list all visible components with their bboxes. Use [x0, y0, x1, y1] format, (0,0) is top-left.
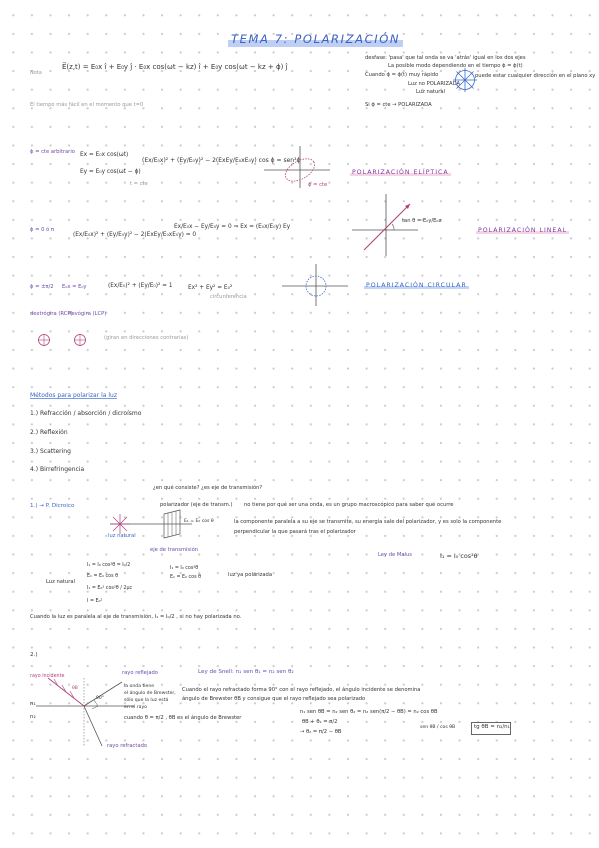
case-linear-condition: ϕ = 0 ó π — [30, 227, 54, 233]
section-1-text-3: perpendicular la que pasará tras el polarizador — [234, 529, 356, 535]
methods-item-2: 2.) Reflexión — [30, 429, 68, 436]
side-note-2: el ángulo de Brewster, — [124, 691, 176, 696]
result-circular: POLARIZACIÓN CIRCULAR — [366, 282, 467, 289]
label-transmission-axis: eje de transmisión — [150, 547, 199, 553]
intro-equation: E⃗(z,t) = E₀x î + E₀y ĵ · E₀x cos(ωt − kz) î + E₀y cos(ωt − kz + ϕ) ĵ — [62, 63, 288, 71]
result-elliptic: POLARIZACIÓN ELÍPTICA — [352, 169, 449, 176]
angle-90: 90° — [96, 696, 104, 701]
intro-note-8: El tiempo más fácil en el momento que t=0 — [30, 102, 144, 108]
case-linear-eq-2: Ex/E₀x − Ey/E₀y = 0 ⇒ Ex = (E₀x/E₀y) Ey — [174, 224, 291, 230]
case-circular-eq-1: (Ex/E₀)² + (Ey/E₀)² = 1 — [108, 283, 173, 289]
side-note-4: en el rayo — [124, 705, 147, 710]
snell-law: Ley de Snell: n₁ sen θ₁ = n₂ sen θ₂ — [198, 669, 294, 675]
rotation-icons — [36, 332, 92, 348]
section-1-bottom: Cuando la luz es paralela al eje de transmisión, I₁ = I₀/2 , si no hay polarizada no. — [30, 614, 242, 620]
section-2-deriv-3: → θ₂ = π/2 − θB — [300, 729, 342, 735]
ray-reflected-label: rayo reflejado — [122, 670, 158, 676]
case-circular-note-2: (giran en direcciones contrarias) — [104, 335, 189, 341]
malus-law-title: Ley de Malus — [378, 552, 412, 558]
case-circular-note-1: circunferencia — [210, 294, 247, 300]
label-natural-light: luz natural — [108, 533, 136, 539]
section-2-deriv-2: θB + θ₂ = π/2 — [302, 719, 338, 725]
section-2-label: 2.) — [30, 652, 38, 658]
methods-item-3: 3.) Scattering — [30, 448, 71, 455]
case-linear-annotation: tan θ = E₀y/E₀x — [402, 218, 442, 224]
section-2-frac: sen θB / cos θB — [420, 725, 456, 730]
section-1-question: ¿en qué consiste? ¿es eje de transmisión? — [153, 485, 263, 491]
case-linear-eq-1: (Ex/E₀x)² + (Ey/E₀y)² − 2(ExEy/E₀xE₀y) = 0 — [73, 232, 197, 238]
case-circular-eq-2: Ex² + Ey² = E₀² — [188, 285, 233, 291]
section-1-sys-side-label: luz ya polarizada — [228, 572, 273, 578]
case-circular-condition: ϕ = ±π/2 — [30, 284, 54, 290]
section-2-text-1: Cuando el rayo refractado forma 90° con el rayo reflejado, el ángulo incidente se denomina — [182, 687, 421, 693]
medium-n2: n₂ — [30, 714, 36, 720]
methods-heading: Métodos para polarizar la luz — [30, 392, 117, 399]
medium-n1: n₁ — [30, 701, 36, 707]
case-elliptic-eq-2: Ey = E₀y cos(ωt − ϕ) — [80, 169, 141, 175]
ray-incident-label: rayo incidente — [30, 674, 65, 679]
case-elliptic-eq-1: Ex = E₀x cos(ωt) — [80, 152, 129, 158]
methods-item-1: 1.) Refracción / absorción / dicroísmo — [30, 410, 142, 417]
section-1-sys-side-2: E₁ = E₀ cos θ — [170, 575, 202, 580]
section-1-sys-1: I₁ = I₀ cos²θ = I₀/2 — [87, 563, 131, 568]
section-1-polarizer: polarizador (eje de transm.) — [160, 502, 233, 508]
page-title: TEMA 7: POLARIZACIÓN — [228, 32, 403, 47]
intro-note-6: puede estar cualquier dirección en el plano xy — [475, 73, 596, 79]
side-note-3: sólo que la luz está — [124, 698, 169, 703]
section-1-text-1: no tiene por qué ser una onda, es un grupo macroscópico para saber qué ocurre — [244, 502, 454, 508]
intro-note-2: La posible modo dependiendo en el tiempo ϕ = ϕ(t) — [388, 63, 523, 69]
brewster-diagram — [36, 676, 134, 748]
intro-label: Nota — [30, 70, 42, 76]
intro-note-4: Luz no POLARIZADA — [408, 81, 461, 87]
intro-note-1: desfase: 'pasa' que tal onda se va 'atrás' igual en los dos ejes — [365, 55, 526, 61]
label-right-circular: dextrógira (RCP) — [30, 311, 73, 317]
result-linear: POLARIZACIÓN LINEAL — [478, 227, 568, 234]
case-elliptic-condition: ϕ = cte arbitrario — [30, 149, 75, 155]
section-1-left-note: Luz natural — [46, 579, 75, 585]
label-transmitted: E₁ = E₀ cos θ — [184, 519, 214, 524]
case-elliptic-eq-3: (Ex/E₀x)² + (Ey/E₀y)² − 2(ExEy/E₀xE₀y) cos ϕ = sen²ϕ — [142, 157, 301, 164]
section-1-label: 1.) → P. Dicroico — [30, 503, 75, 509]
ray-refracted-label: rayo refractado — [107, 743, 148, 749]
intro-note-5: Luz natural — [416, 89, 445, 95]
section-1-text-2: la componente paralela a su eje se transmite, su energía sale del polarizador, y es solo la componente — [234, 519, 502, 525]
intro-note-7: Si ϕ = cte → POLARIZADA — [365, 102, 432, 108]
linear-diagram — [350, 192, 420, 258]
ellipse-axis-label: ϕ = cte — [308, 182, 328, 188]
angle-theta-b: θB — [72, 686, 78, 691]
malus-law: I₁ = I₀ cos²θ — [440, 552, 478, 560]
section-2-bottom-1: cuando θ = π/2 , θB es el ángulo de Brewster — [124, 715, 242, 721]
section-2-result: tg θB = n₂/n₁ — [474, 724, 510, 730]
case-circular-condition-b: E₀x = E₀y — [62, 284, 87, 290]
section-2-text-2: ángulo de Brewster θB y consigue que el rayo reflejado sea polarizado — [182, 696, 366, 702]
section-1-sys-3: I₁ = E₀² cos²θ / 2μc — [87, 586, 133, 591]
case-elliptic-note: t = cte — [130, 181, 148, 187]
label-left-circular: levógira (LCP) — [70, 311, 107, 317]
section-1-sys-2: E₁ = E₀ cos θ — [87, 574, 119, 579]
methods-item-4: 4.) Birrefringencia — [30, 466, 85, 473]
section-1-sys-side: I₁ = I₀ cos²θ — [170, 566, 199, 571]
section-1-sys-4: I = E₀² — [87, 599, 103, 604]
section-2-deriv-1: n₁ sen θB = n₂ sen θ₂ = n₂ sen(π/2 − θB) = n₂ cos θB — [300, 709, 438, 715]
unpolarized-star-icon — [452, 67, 478, 93]
side-note-1: la onda tiene — [124, 684, 155, 689]
circle-diagram — [280, 262, 350, 308]
intro-note-3: Cuando ϕ = ϕ(t) muy rápido — [365, 72, 439, 78]
